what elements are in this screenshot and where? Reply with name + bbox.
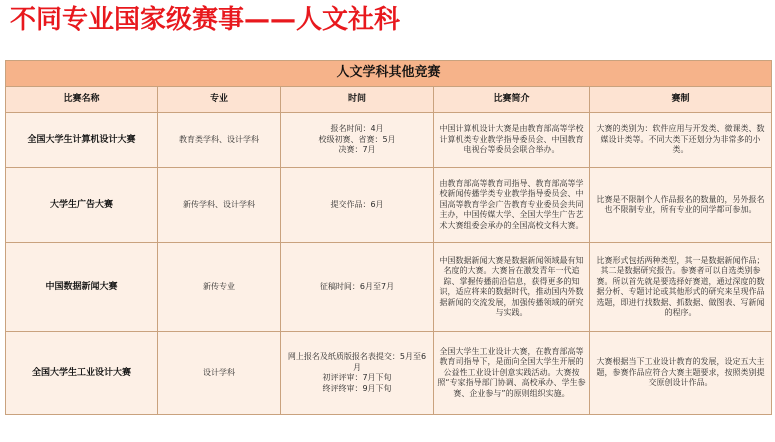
competition-major: 教育类学科、设计学科 — [158, 113, 281, 168]
competition-name: 中国数据新闻大赛 — [6, 243, 158, 332]
competition-format: 大赛根据当下工业设计教育的发展，设定五大主题，参赛作品应符合大赛主题要求，按照类别提交原创设计作品。 — [590, 332, 772, 415]
table-row — [6, 113, 772, 168]
competition-table — [5, 60, 772, 415]
table-row — [6, 332, 772, 415]
competition-intro: 全国大学生工业设计大赛，在教育部高等教育司指导下，是面向全国大学生开展的公益性工业设计创意实践活动。大赛按照“专家指导部门协调、高校承办、学生参赛、企业参与”的原则组织实施。 — [434, 332, 590, 415]
competition-major: 新传专业 — [158, 243, 281, 332]
competition-format: 比赛形式包括两种类型，其一是数据新闻作品；其二是数据研究报告。参赛者可以自选类别参赛。所以首先就是要选择好赛道，通过深度的数据分析、专题讨论或其他形式的研究来呈现作品选题，即进行找数据、抓数据、做图表、写新闻的程序。 — [590, 243, 772, 332]
competition-name: 全国大学生工业设计大赛 — [6, 332, 158, 415]
competition-name: 全国大学生计算机设计大赛 — [6, 113, 158, 168]
competition-table-wrapper — [5, 60, 771, 415]
competition-format: 大赛的类别为：软件应用与开发类、微课类、数媒设计类等。不同大类下还划分为非常多的小类。 — [590, 113, 772, 168]
header-major: 专业 — [158, 87, 281, 113]
competition-intro: 中国计算机设计大赛是由教育部高等学校计算机类专业教学指导委员会、中国教育电视台等委员会联合举办。 — [434, 113, 590, 168]
page-title: 不同专业国家级赛事——人文社科 — [10, 5, 401, 35]
competition-major: 设计学科 — [158, 332, 281, 415]
competition-intro: 由教育部高等教育司指导、教育部高等学校新闻传播学类专业教学指导委员会、中国高等教育学会广告教育专业委员会共同主办，中国传媒大学、全国大学生广告艺术大赛组委会承办的全国高校文科大赛。 — [434, 168, 590, 243]
competition-format: 比赛是不限制个人作品报名的数量的，另外报名也不限制专业，所有专业的同学都可参加。 — [590, 168, 772, 243]
header-intro: 比赛简介 — [434, 87, 590, 113]
competition-time: 报名时间：4月 校级初赛、省赛：5月 决赛：7月 — [281, 113, 434, 168]
competition-name: 大学生广告大赛 — [6, 168, 158, 243]
table-banner: 人文学科其他竞赛 — [6, 61, 772, 87]
competition-intro: 中国数据新闻大赛是数据新闻领域最有知名度的大赛。大赛旨在激发青年一代追踪、掌握传播前沿信息，获得更多的知识，适应将来的数据时代，推动国内外数据新闻的交流发展，加强传播领域的研究与实践。 — [434, 243, 590, 332]
header-time: 时间 — [281, 87, 434, 113]
header-format: 赛制 — [590, 87, 772, 113]
table-row — [6, 243, 772, 332]
table-row — [6, 168, 772, 243]
competition-time: 征稿时间：6月至7月 — [281, 243, 434, 332]
competition-time: 网上报名及纸质版报名表提交：5月至6月 初评评审：7月下旬 终评终审：9月下旬 — [281, 332, 434, 415]
competition-time: 提交作品：6月 — [281, 168, 434, 243]
competition-major: 新传学科、设计学科 — [158, 168, 281, 243]
header-name: 比赛名称 — [6, 87, 158, 113]
